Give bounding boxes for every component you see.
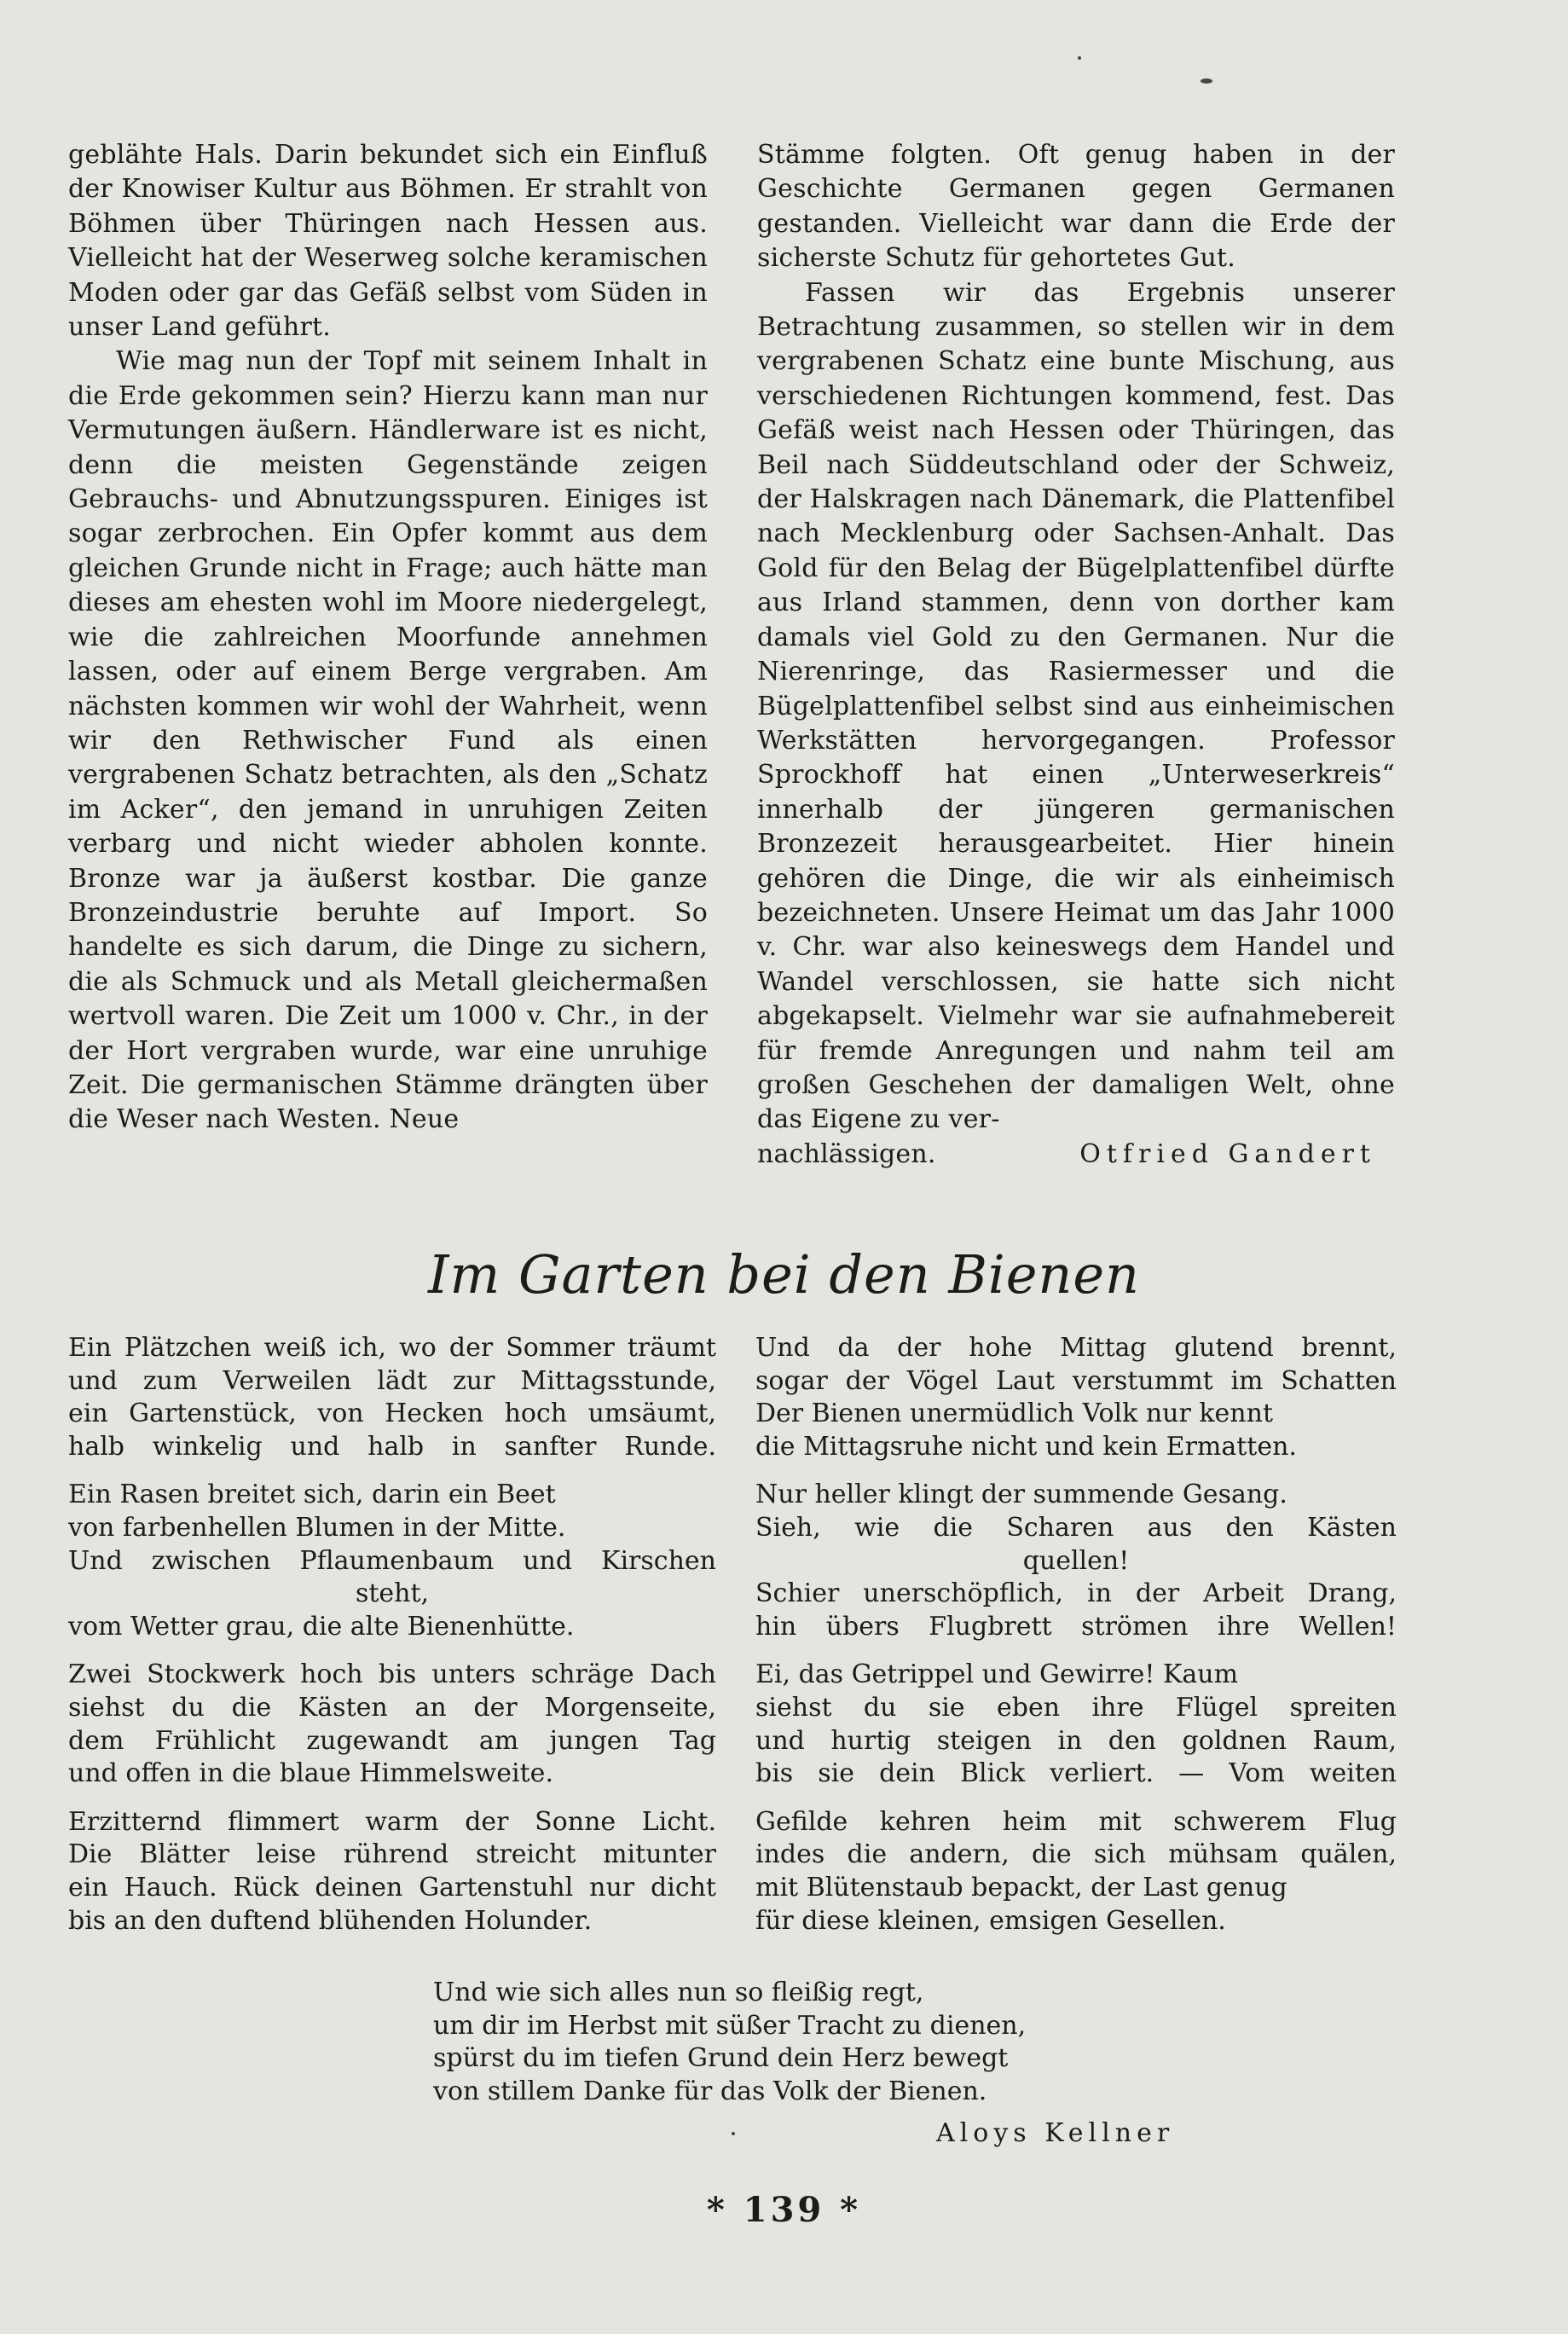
- essay-last-line: nachlässigen.: [757, 1138, 936, 1169]
- essay-paragraph: geblähte Hals. Darin bekundet sich ein Einfluß der Knowiser Kultur aus Böhmen. Er strahlt von Böhmen über Thüringen nach Hessen aus. Vielleicht hat der Weserweg solche keramischen Moden oder gar das Gefäß selbst vom Süden in unser Land geführt.: [68, 140, 708, 343]
- essay-author: Otfried Gandert: [1079, 1138, 1376, 1169]
- poem-line: siehst du die Kästen an der Morgenseite,: [68, 1692, 716, 1723]
- poem-line: Erzitternd flimmert warm der Sonne Licht.: [68, 1806, 716, 1837]
- poem-line: und zum Verweilen lädt zur Mittagsstunde,: [68, 1365, 716, 1396]
- poem-line: um dir im Herbst mit süßer Tracht zu dienen,: [433, 2010, 1027, 2041]
- essay-left-column: [68, 138, 708, 1138]
- poem-line: für diese kleinen, emsigen Gesellen.: [755, 1905, 1226, 1936]
- poem-line: Der Bienen unermüdlich Volk nur kennt: [755, 1399, 1274, 1429]
- poem-line: quellen!: [1022, 1545, 1130, 1576]
- essay-paragraph: Wie mag nun der Topf mit seinem Inhalt in die Erde gekommen sein? Hierzu kann man nur Vermutungen äußern. Händlerware ist es nicht, denn die meisten Gegenstände zeigen Gebrauchs- und Abnutzungsspuren. Einiges ist sogar zerbrochen. Ein Opfer kommt aus dem gleichen Grunde nicht in Frage; auch hätte man dieses am ehesten wohl im Moore niedergelegt, wie die zahlreichen Moorfunde annehmen lassen, oder auf einem Berge vergraben. Am nächsten kommen wir wohl der Wahrheit, wenn wir den Rethwischer Fund als einen vergrabenen Schatz betrachten, als den „Schatz im Acker“, den jemand in unruhigen Zeiten verbarg und nicht wieder abholen konnte. Bronze war ja äußerst kostbar. Die ganze Bronzeindustrie beruhte auf Import. So handelte es sich darum, die Dinge zu sichern, die als Schmuck und als Metall gleichermaßen wertvoll waren. Die Zeit um 1000 v. Chr., in der der Hort vergraben wurde, war eine unruhige Zeit. Die germanischen Stämme drängten über die Weser nach Westen. Neue: [68, 346, 708, 1135]
- poem-line: und offen in die blaue Himmelsweite.: [68, 1758, 553, 1789]
- poem-line: siehst du sie eben ihre Flügel spreiten: [755, 1692, 1397, 1723]
- poem-final-stanza: [433, 1977, 1081, 2108]
- poem-line: Ein Rasen breitet sich, darin ein Beet: [68, 1480, 556, 1510]
- poem-line: Und da der hohe Mittag glutend brennt,: [755, 1333, 1397, 1363]
- poem-left-column: [68, 1332, 716, 1953]
- essay-closing-line: [757, 1138, 1395, 1172]
- poem-line: sogar der Vögel Laut verstummt im Schatten: [755, 1365, 1397, 1396]
- poem-stanza: [68, 1332, 716, 1463]
- poem-line: die Mittagsruhe nicht und kein Ermatten.: [755, 1431, 1297, 1462]
- poem-line: spürst du im tiefen Grund dein Herz bewegt: [433, 2043, 1009, 2074]
- poem-line: Sieh, wie die Scharen aus den Kästen: [755, 1512, 1397, 1543]
- poem-line: Die Blätter leise rührend streicht mitunter: [68, 1839, 716, 1870]
- poem-line: Ein Plätzchen weiß ich, wo der Sommer träumt: [68, 1333, 716, 1363]
- essay-right-column: [757, 138, 1395, 1172]
- poem-line: halb winkelig und halb in sanfter Runde.: [68, 1431, 716, 1462]
- page-number: * 139 *: [706, 2190, 862, 2230]
- poem-line: bis an den duftend blühenden Holunder.: [68, 1905, 593, 1936]
- poem-line: Gefilde kehren heim mit schwerem Flug: [755, 1806, 1397, 1837]
- poem-right-column: [755, 1332, 1397, 1953]
- poem-line: Und wie sich alles nun so fleißig regt,: [433, 1978, 924, 2007]
- print-speck: [1078, 56, 1081, 60]
- print-speck: [1201, 78, 1212, 84]
- poem-line: bis sie dein Blick verliert. — Vom weiten: [755, 1758, 1397, 1789]
- poem-stanza: [68, 1806, 716, 1937]
- essay-paragraph: Stämme folgten. Oft genug haben in der Geschichte Germanen gegen Germanen gestanden. Vielleicht war dann die Erde der sicherste Schutz für gehortetes Gut.: [757, 140, 1395, 274]
- poem-stanza: [755, 1659, 1397, 1790]
- essay-paragraph: Fassen wir das Ergebnis unserer Betrachtung zusammen, so stellen wir in dem vergrabenen Schatz eine bunte Mischung, aus verschiedenen Richtungen kommend, fest. Das Gefäß weist nach Hessen oder Thüringen, das Beil nach Süddeutschland oder der Schweiz, der Halskragen nach Dänemark, die Plattenfibel nach Mecklenburg oder Sachsen-Anhalt. Das Gold für den Belag der Bügelplattenfibel dürfte aus Irland stammen, denn von dorther kam damals viel Gold zu den Germanen. Nur die Nierenringe, das Rasiermesser und die Bügelplattenfibel selbst sind aus einheimischen Werkstätten hervorgegangen. Professor Sprockhoff hat einen „Unterweserkreis“ innerhalb der jüngeren germanischen Bronzezeit herausgearbeitet. Hier hinein gehören die Dinge, die wir als einheimisch bezeichneten. Unsere Heimat um das Jahr 1000 v. Chr. war also keineswegs dem Handel und Wandel verschlossen, sie hatte sich nicht abgekapselt. Vielmehr war sie aufnahmebereit für fremde Anregungen und nahm teil am großen Geschehen der damaligen Welt, ohne das Eigene zu ver-: [757, 277, 1395, 1135]
- poem-stanza: [68, 1659, 716, 1790]
- poem-line: hin übers Flugbrett strömen ihre Wellen!: [755, 1611, 1397, 1642]
- poem-stanza: [755, 1806, 1397, 1937]
- poem-line: Schier unerschöpflich, in der Arbeit Drang,: [755, 1578, 1397, 1609]
- poem-line: und hurtig steigen in den goldnen Raum,: [755, 1725, 1397, 1756]
- poem-author: Aloys Kellner: [936, 2118, 1175, 2148]
- poem-line: dem Frühlicht zugewandt am jungen Tag: [68, 1725, 716, 1756]
- poem-stanza: [755, 1479, 1397, 1643]
- poem-line: Nur heller klingt der summende Gesang.: [755, 1480, 1287, 1510]
- poem-line: von stillem Danke für das Volk der Bienen.: [433, 2076, 987, 2106]
- poem-line: steht,: [355, 1578, 430, 1609]
- poem-stanza: [68, 1479, 716, 1643]
- poem-line: Ei, das Getrippel und Gewirre! Kaum: [755, 1659, 1239, 1690]
- poem-line: vom Wetter grau, die alte Bienenhütte.: [68, 1611, 575, 1642]
- poem-line: ein Hauch. Rück deinen Gartenstuhl nur dicht: [68, 1872, 716, 1903]
- print-speck: [732, 2132, 735, 2135]
- poem-line: ein Gartenstück, von Hecken hoch umsäumt,: [68, 1399, 716, 1429]
- poem-line: von farbenhellen Blumen in der Mitte.: [68, 1512, 566, 1543]
- poem-line: indes die andern, die sich mühsam quälen,: [755, 1839, 1397, 1870]
- poem-line: Und zwischen Pflaumenbaum und Kirschen: [68, 1545, 716, 1576]
- poem-stanza: [755, 1332, 1397, 1463]
- poem-title: Im Garten bei den Bienen: [428, 1243, 1140, 1306]
- poem-line: mit Blütenstaub bepackt, der Last genug: [755, 1872, 1287, 1903]
- poem-line: Zwei Stockwerk hoch bis unters schräge Dach: [68, 1659, 716, 1690]
